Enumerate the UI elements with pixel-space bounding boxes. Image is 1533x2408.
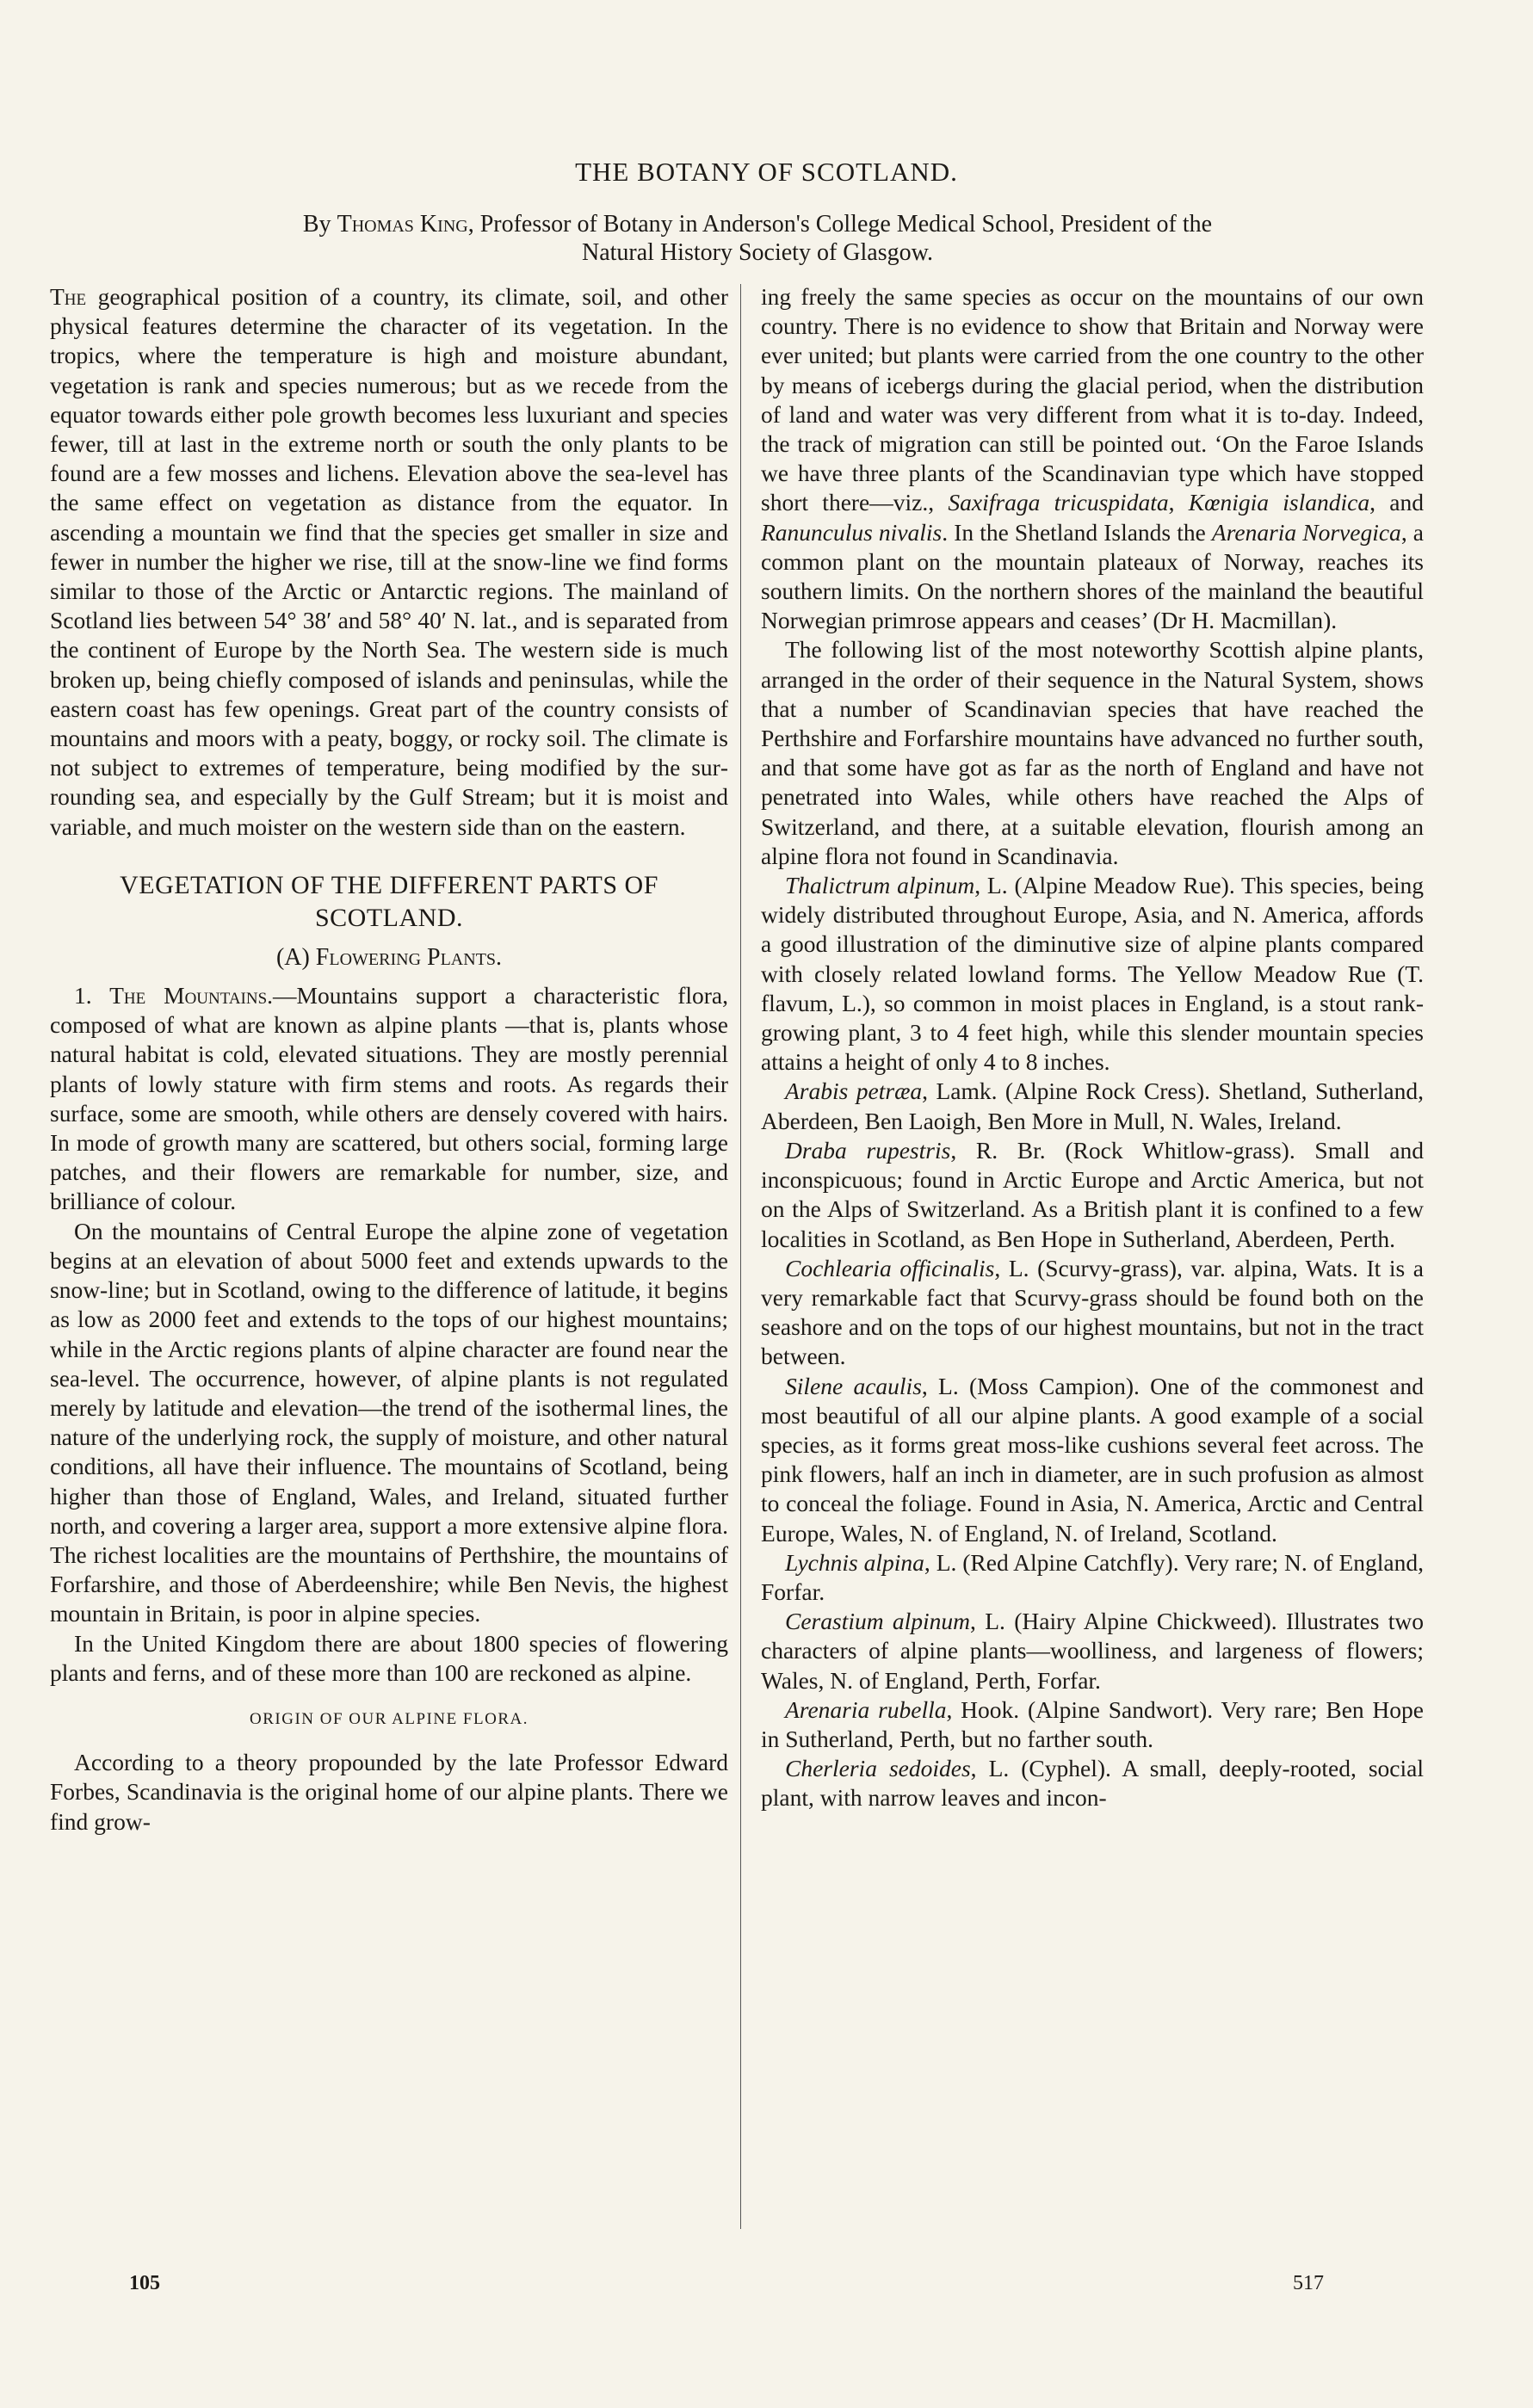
- species-entry: [761, 1077, 1424, 1135]
- byline: [146, 210, 1369, 267]
- migration-text-end: , a common plant on the mountain plateaux of Norway, reaches its southern limits. On the northern shores of the mainland the beautiful Norwegian primrose appears and ceases’ (Dr H. Macmillan).: [761, 518, 1424, 634]
- separator: , and: [1369, 489, 1425, 516]
- species-description: , R. Br. (Rock Whitlow-grass). Small and inconspicuous; found in Arctic Europe and Arctic America, but not on the Alps of Switzerland. As a British plant it is confined to a few localities in Scotland, as Ben Hope in Sutherland, Aberdeen, Perth.: [761, 1136, 1424, 1252]
- species-name: Silene acaulis: [785, 1372, 922, 1399]
- species-name: Lychnis alpina: [785, 1548, 924, 1576]
- section-heading: VEGETATION OF THE DIFFERENT PARTS OF SCOTLAND.: [120, 870, 658, 932]
- species-description: , Hook. (Alpine Sandwort). Very rare; Ben Hope in Sutherland, Perth, but no farther south.: [761, 1695, 1425, 1752]
- species-entry: [761, 1754, 1424, 1812]
- origin-paragraph: According to a theory propounded by the late Professor Edward Forbes, Scandinavia is the original home of our alpine plants. There we find grow-: [50, 1749, 728, 1835]
- species-description: , L. (Cyphel). A small, deeply-rooted, social plant, with narrow leaves and incon-: [761, 1755, 1424, 1812]
- species-description: , L. (Scurvy-grass), var. alpina, Wats. It is a very remarkable fact that Scurvy-grass should be found both on the seashore and on the tops of our highest mountains, but not in the tract between.: [761, 1254, 1424, 1370]
- mountains-paragraph: [50, 981, 728, 1217]
- author-name: Thomas King: [337, 211, 468, 238]
- page-number-right: 517: [1293, 2272, 1324, 2294]
- species-name: Cochlearia officinalis: [785, 1254, 995, 1281]
- species-name: Cerastium alpinum: [785, 1608, 971, 1635]
- left-column: [50, 282, 728, 1837]
- uk-species-paragraph: In the United Kingdom there are about 1800 species of flowering plants and ferns, and of these more than 100 are reckoned as alpine.: [50, 1629, 728, 1686]
- species-description: , Lamk. (Alpine Rock Cress). Shetland, Sutherland, Aberdeen, Ben Laoigh, Ben More in Mull, N. Wales, Ireland.: [761, 1077, 1424, 1134]
- species-entry: [761, 1695, 1424, 1754]
- species-name: Arenaria rubella: [785, 1695, 947, 1723]
- migration-text-mid: . In the Shetland Islands the: [942, 518, 1212, 546]
- origin-heading: ORIGIN OF OUR ALPINE FLORA.: [250, 1709, 529, 1728]
- byline-line2: Natural History Society of Glasgow.: [582, 239, 933, 266]
- right-column: [761, 282, 1424, 1813]
- intro-paragraph: [50, 282, 728, 842]
- species-entry: [761, 1548, 1424, 1607]
- mountains-lead: 1. The Mountains.: [74, 982, 274, 1010]
- species-description: , L. (Hairy Alpine Chickweed). Illustrates two characters of alpine plants—woolliness, and largeness of flowers; Wales, N. of England, Perth, Forfar.: [761, 1608, 1424, 1694]
- species-name: Cherleria sedoides: [785, 1755, 971, 1782]
- species-description: , L. (Alpine Meadow Rue). This species, being widely distributed throughout Europe, Asia, and N. America, affords a good illustration of the diminutive size of alpine plants compared with closely related lowland forms. The Yellow Meadow Rue (T. flavum, L.), so common in moist places in England, is a stout rank-growing plant, 3 to 4 feet high, while this slender mountain species attains a height of only 4 to 8 inches.: [761, 872, 1424, 1076]
- page-number-left: 105: [129, 2272, 160, 2294]
- species-entry: [761, 1254, 1424, 1372]
- subsection-heading: (A) Flowering Plants.: [275, 943, 503, 971]
- species-description: , L. (Red Alpine Catchfly). Very rare; N. of England, Forfar.: [761, 1548, 1425, 1605]
- species-name: Kœnigia islandica: [1188, 489, 1370, 516]
- species-name: Ranunculus nivalis: [761, 518, 943, 546]
- species-name: Saxifraga tricuspidata: [948, 489, 1169, 516]
- column-divider: [740, 284, 741, 2229]
- species-description: , L. (Moss Campion). One of the commonest and most beautiful of all our alpine plants. A good example of a social species, as it forms great moss-like cushions several feet across. The pink flowers, half an inch in diameter, are in such profusion as almost to conceal the foliage. Found in Asia, N. America, Arctic and Central Europe, Wales, N. of England, N. of Ireland, Scotland.: [761, 1372, 1425, 1547]
- species-list: [761, 871, 1424, 1813]
- byline-rest: , Professor of Botany in Anderson's College Medical School, President of the: [467, 211, 1213, 238]
- migration-paragraph: [761, 282, 1424, 635]
- migration-text: ing freely the same species as occur on the mountains of our own country. There is no evidence to show that Britain and Norway were ever united; but plants were carried from the one country to the other by means of icebergs during the glacial period, when the distribution of land and water was very different from what it is to-day. Indeed, the track of migration can still be pointed out. ‘On the Faroe Islands we have three plants of the Scandinavian type which have stopped short there—viz.,: [761, 283, 1424, 516]
- article-title: THE BOTANY OF SCOTLAND.: [575, 157, 958, 187]
- mountains-text: —Mountains support a characteristic flora, composed of what are known as alpine plants —that is, plants whose natural habitat is cold, elevated situations. They are mostly perennial plants of lowly stature with firm stems and roots. As regards their surface, some are smooth, while others are densely covered with hairs. In mode of growth many are scattered, but others social, forming large patches, and their flowers are remarkable for number, size, and brilliance of colour.: [50, 982, 728, 1215]
- intro-text: geographical position of a country, its climate, soil, and other physical features determine the character of its vegetation. In the tropics, where the temperature is high and moisture abundant, vegetation is rank and species numerous; but as we recede from the equator towards either pole growth becomes less luxuriant and species fewer, till at last in the extreme north or south the only plants to be found are a few mosses and lichens. Elevation above the sea-level has the same effect on vegetation as distance from the equator. In ascending a mountain we find that the species get smaller in size and fewer in number the higher we rise, till at the snow-line we find forms similar to those of the Arctic or Antarctic regions. The mainland of Scotland lies between 54° 38′ and 58° 40′ N. lat., and is separated from the continent of Europe by the North Sea. The western side is much broken up, being chiefly composed of islands and peninsulas, while the eastern coast has few openings. Great part of the country consists of mountains and moors with a peaty, boggy, or rocky soil. The climate is not subject to extremes of temperature, being modified by the surrounding sea, and especially by the Gulf Stream; but it is moist and variable, and much moister on the western side than on the eastern.: [50, 283, 728, 840]
- separator: ,: [1168, 489, 1189, 516]
- species-name: Arenaria Norvegica: [1211, 518, 1401, 546]
- list-intro-paragraph: The following list of the most noteworthy Scottish alpine plants, arranged in the order of their sequence in the Natural System, shows that a number of Scandinavian species that have reached the Perthshire and Forfarshire mountains have advanced no further south, and that some have got as far as the north of England and have not penetrated into Wales, while others have reached the Alps of Switzerland, and there, at a suitable elevation, flourish among an alpine flora not found in Scandinavia.: [761, 636, 1424, 869]
- species-entry: [761, 1607, 1424, 1695]
- species-name: Thalictrum alpinum: [785, 872, 975, 899]
- species-name: Arabis petræa: [785, 1077, 923, 1105]
- species-entry: [761, 871, 1424, 1077]
- central-europe-paragraph: On the mountains of Central Europe the alpine zone of vegetation begins at an elevation of about 5000 feet and extends upwards to the snow-line; but in Scotland, owing to the difference of latitude, it begins as low as 2000 feet and extends to the tops of our highest mountains; while in the Arctic regions plants of alpine character are found near the sea-level. The occurrence, however, of alpine plants is not regulated merely by latitude and elevation—the trend of the isothermal lines, the nature of the underlying rock, the supply of moisture, and other natural conditions, all have their influence. The mountains of Scotland, being higher than those of England, Wales, and Ireland, situated further north, and covering a larger area, support a more extensive alpine flora. The richest localities are the mountains of Perthshire, the mountains of Forfarshire, and those of Aberdeenshire; while Ben Nevis, the highest mountain in Britain, is poor in alpine species.: [50, 1217, 728, 1627]
- byline-prefix: By: [302, 211, 337, 238]
- species-entry: [761, 1136, 1424, 1254]
- species-entry: [761, 1372, 1424, 1548]
- species-name: Draba rupestris: [785, 1136, 951, 1164]
- intro-lead: The: [50, 283, 87, 310]
